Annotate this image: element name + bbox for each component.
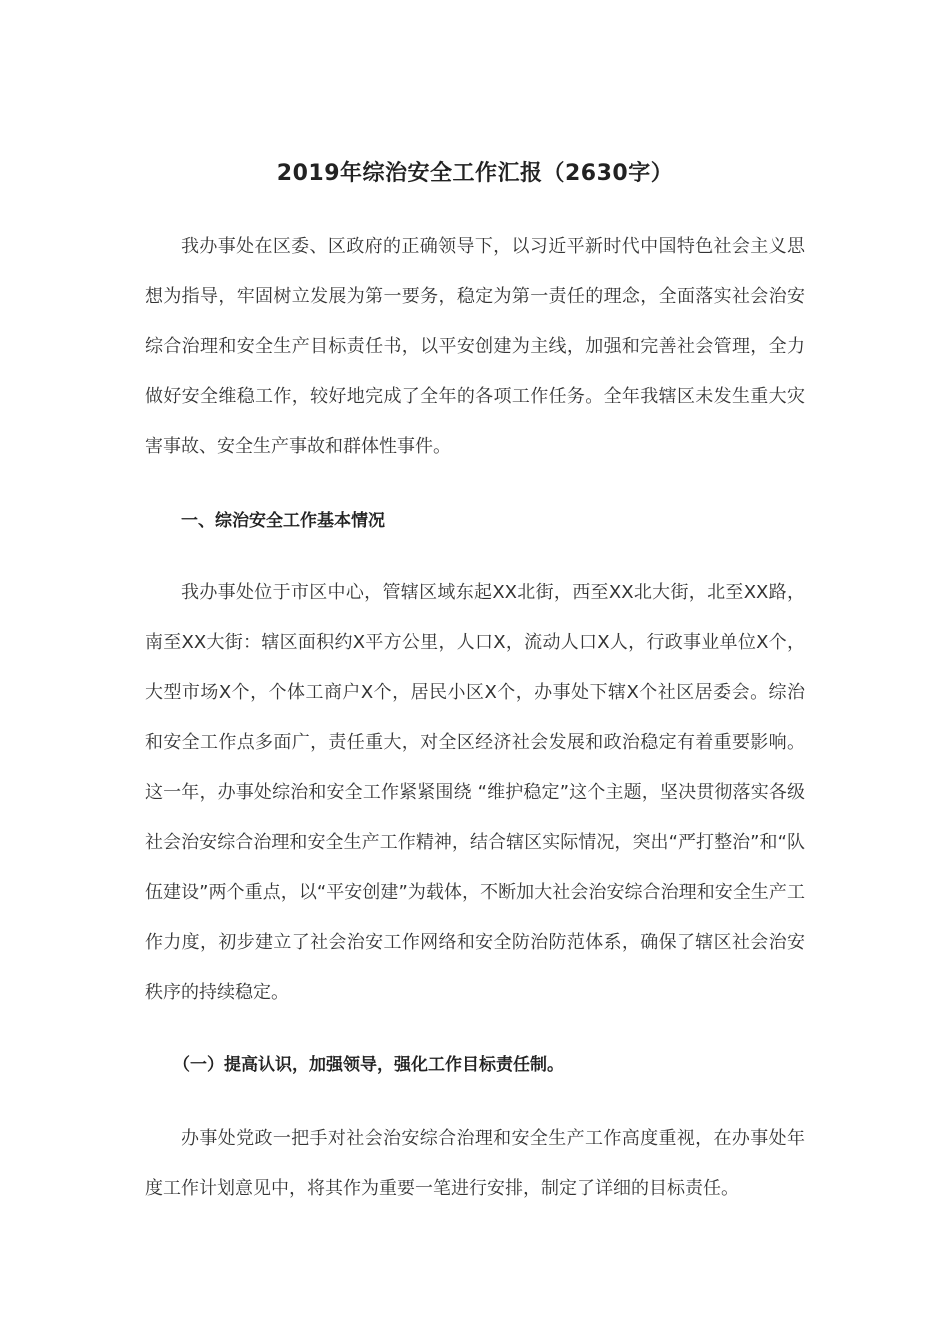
leadership-block bbox=[145, 1114, 805, 1214]
document-title: 2019年综治安全工作汇报（2630字） bbox=[276, 161, 674, 186]
paragraph-intro: 我办事处在区委、区政府的正确领导下，以习近平新时代中国特色社会主义思想为指导，牢固树立发展为第一要务，稳定为第一责任的理念，全面落实社会治安综合治理和安全生产目标责任书，以平安创建为主线，加强和完善社会管理，全力做好安全维稳工作，较好地完成了全年的各项工作任务。全年我辖区未发生重大灾害事故、安全生产事故和群体性事件。 bbox=[145, 236, 805, 457]
subsection-heading-1: （一）提高认识，加强领导，强化工作目标责任制。 bbox=[173, 1055, 564, 1075]
intro-block bbox=[145, 222, 805, 472]
paragraph-leadership: 办事处党政一把手对社会治安综合治理和安全生产工作高度重视，在办事处年度工作计划意见中，将其作为重要一笔进行安排，制定了详细的目标责任。 bbox=[145, 1128, 805, 1199]
subsection-block bbox=[145, 1040, 805, 1090]
section-block bbox=[145, 496, 805, 546]
section-heading-1: 一、综治安全工作基本情况 bbox=[181, 511, 385, 531]
paragraph-situation: 我办事处位于市区中心，管辖区域东起XX北街，西至XX北大街，北至XX路，南至XX大街：辖区面积约X平方公里，人口X，流动人口X人，行政事业单位X个，大型市场X个，个体工商户X个，居民小区X个，办事处下辖X个社区居委会。综治和安全工作点多面广，责任重大，对全区经济社会发展和政治稳定有着重要影响。这一年，办事处综治和安全工作紧紧围绕 “维护稳定”这个主题，坚决贯彻落实各级社会治安综合治理和安全生产工作精神，结合辖区实际情况，突出“严打整治”和“队伍建设”两个重点，以“平安创建”为载体，不断加大社会治安综合治理和安全生产工作力度，初步建立了社会治安工作网络和安全防治防范体系，确保了辖区社会治安秩序的持续稳定。 bbox=[145, 582, 805, 1003]
situation-block bbox=[145, 568, 805, 1018]
